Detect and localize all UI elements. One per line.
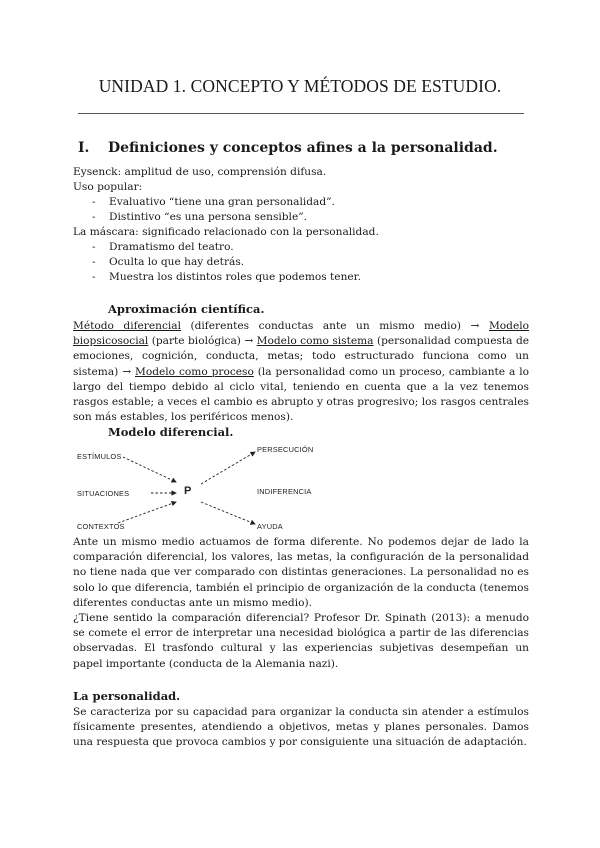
mascara-line: La máscara: significado relacionado con la personalidad. (73, 226, 379, 238)
label-indiferencia: INDIFERENCIA (257, 487, 312, 496)
page-title: UNIDAD 1. CONCEPTO Y MÉTODOS DE ESTUDIO. (98, 76, 502, 96)
arrow-estimulos (123, 457, 176, 482)
list-item: - Muestra los distintos roles que podemos tener. (92, 271, 361, 283)
paragraph-spinath: ¿Tiene sentido la comparación diferencial? Profesor Dr. Spinath (2013): a menudo se comete el error de interpretar una necesidad biológica a partir de las diferencias observadas. El trasfondo cultural y las experiencias subjetivas desempeñan un papel importante (conducta de la Alemania nazi). (73, 612, 529, 670)
aproximacion-paragraph: Método diferencial (diferentes conductas ante un mismo medio) → Modelo biopsicosocial (parte biológica) → Modelo como sistema (personalidad compuesta de emociones, cognición, conducta, metas; todo estructurado funciona como un sistema) → Modelo como proceso (la personalidad como un proceso, cambiante a lo largo del tiempo debido al ciclo vital, teniendo en cuenta que a la vez tenemos rasgos estable; a veces el cambio es abrupto y otras progresivo; los rasgos centrales son más estables, los periféricos menos). (73, 320, 529, 424)
label-contextos: CONTEXTOS (77, 522, 125, 531)
modelo-diferencial-diagram (73, 440, 533, 535)
list-item: - Distintivo “es una persona sensible”. (92, 211, 307, 223)
personalidad-paragraph: Se caracteriza por su capacidad para organizar la conducta sin atender a estímulos físicamente presentes, atendiendo a objetivos, metas y planes personales. Damos una respuesta que provoca cambios y por consiguiente una situación de adaptación. (73, 706, 529, 749)
label-persecucion: PERSECUCIÓN (257, 445, 314, 454)
list-item: - Dramatismo del teatro. (92, 241, 234, 253)
label-ayuda: AYUDA (257, 522, 283, 531)
uso-popular-label: Uso popular: (73, 181, 143, 193)
section-number: I. (78, 140, 90, 156)
arrow-contextos (118, 502, 176, 523)
section-title: Definiciones y conceptos afines a la personalidad. (108, 140, 498, 156)
label-situaciones: SITUACIONES (77, 489, 130, 498)
label-estimulos: ESTÍMULOS (77, 452, 122, 461)
aproximacion-heading: Aproximación científica. (108, 302, 265, 316)
label-p: P (184, 485, 192, 497)
section-heading (78, 140, 498, 156)
list-item: - Evaluativo “tiene una gran personalidad”. (92, 196, 335, 208)
modelo-heading: Modelo diferencial. (108, 425, 234, 439)
arrow-ayuda (201, 502, 255, 524)
eysenck-line: Eysenck: amplitud de uso, comprensión difusa. (73, 166, 327, 178)
personalidad-heading: La personalidad. (73, 689, 181, 703)
arrow-persecucion (201, 452, 255, 484)
title-divider (78, 113, 524, 114)
paragraph-medio: Ante un mismo medio actuamos de forma diferente. No podemos dejar de lado la comparación diferencial, los valores, las metas, la configuración de la personalidad no tiene nada que ver comparado con distintas generaciones. La personalidad no es solo lo que diferencia, también el principio de organización de la conducta (tenemos diferentes conductas ante un mismo medio). (73, 536, 529, 609)
list-item: - Oculta lo que hay detrás. (92, 256, 245, 268)
